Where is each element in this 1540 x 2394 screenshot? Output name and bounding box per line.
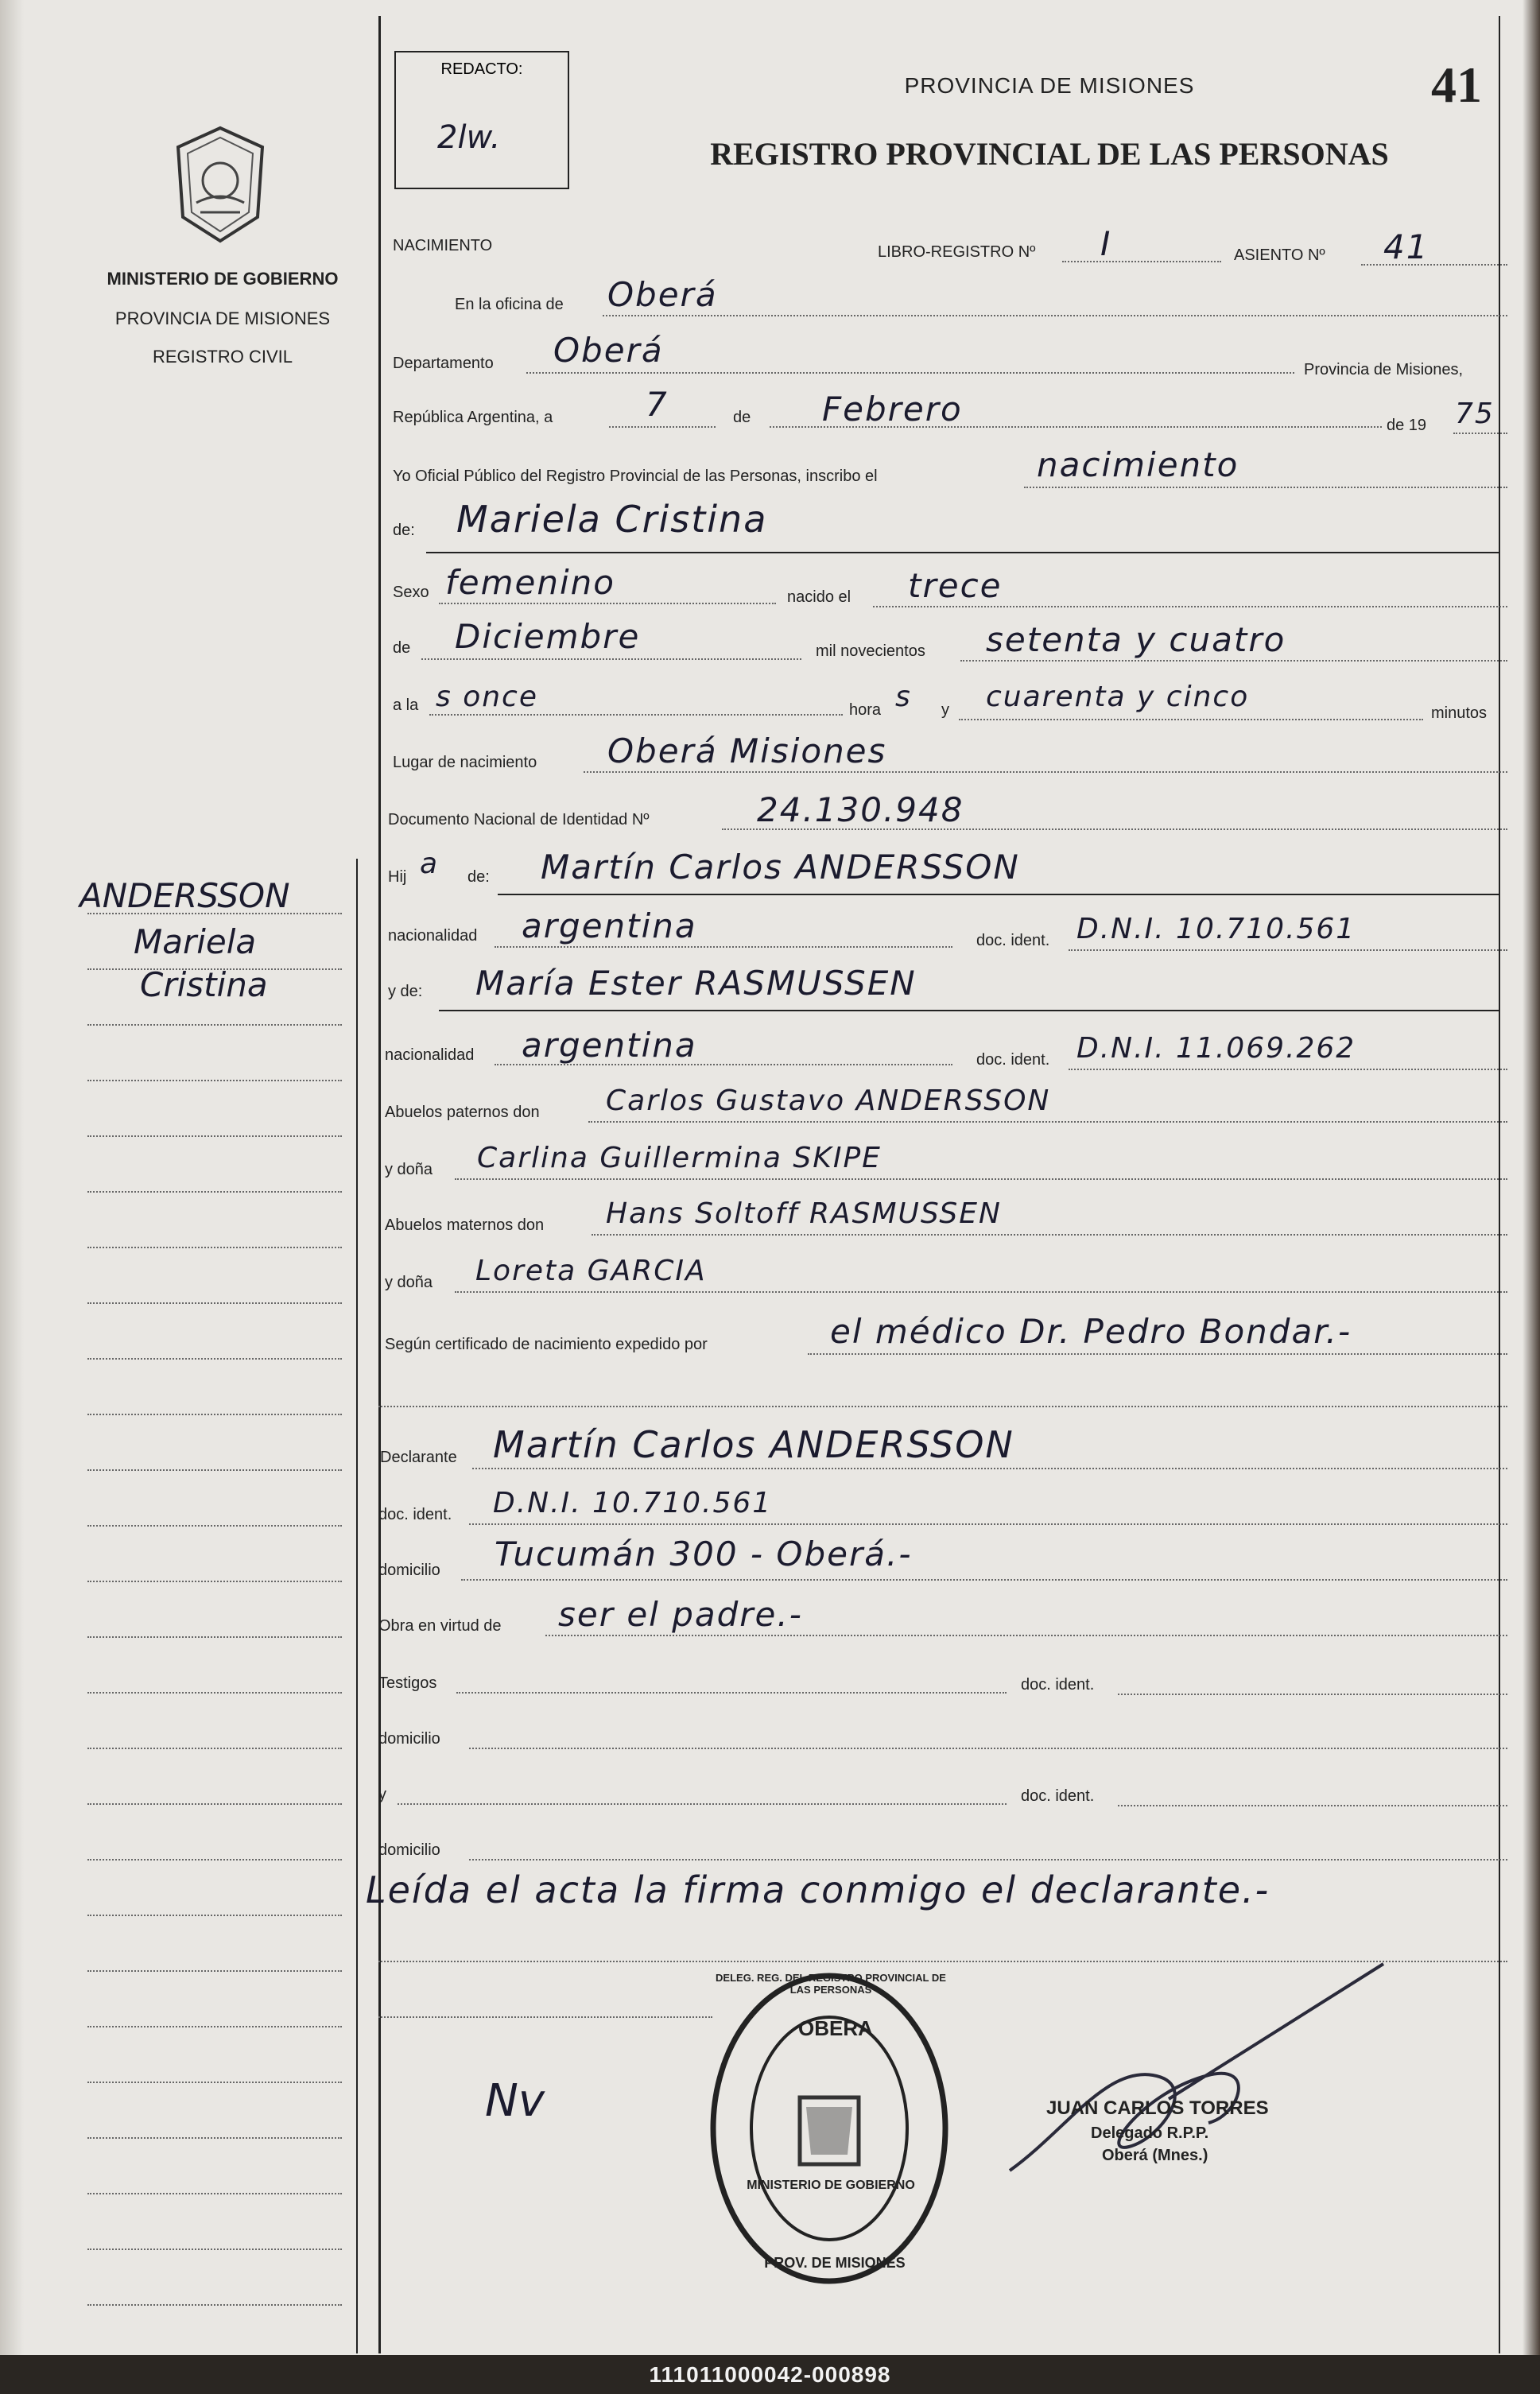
- province-seal-icon: [169, 123, 272, 246]
- margin-ruled-line: [87, 1859, 342, 1860]
- minutos-label: minutos: [1431, 704, 1488, 722]
- hora-label: hora: [849, 701, 882, 719]
- domicilio-label: domicilio: [378, 1562, 440, 1579]
- testigo2-doc-line: [1118, 1805, 1507, 1806]
- inscribo-line: [1024, 487, 1507, 488]
- departamento-label: Departamento: [393, 355, 494, 372]
- official-name: JUAN CARLOS TORRES: [1046, 2097, 1269, 2119]
- header-registry: REGISTRO PROVINCIAL DE LAS PERSONAS: [710, 136, 1389, 172]
- testigo2-line: [398, 1803, 1007, 1805]
- abuelo-mat-value: Hans Soltoff RASMUSSEN: [606, 1197, 1002, 1230]
- abuela-mat-value: Loreta GARCIA: [475, 1255, 707, 1287]
- margin-ruled-line: [87, 1469, 342, 1471]
- margin-ruled-line: [87, 1080, 342, 1081]
- margin-ruled-line: [87, 968, 342, 970]
- blank-line-2: [378, 2016, 712, 2018]
- padre-line: [498, 894, 1499, 895]
- mes-nac-value: Diciembre: [455, 617, 641, 656]
- margin-signature: Nv: [485, 2075, 545, 2127]
- asiento-value: 41: [1383, 227, 1429, 266]
- nombre-line: [426, 552, 1499, 553]
- milnov-label: mil novecientos: [816, 642, 925, 660]
- hij-suffix: a: [420, 848, 440, 880]
- inscribo-value: nacimiento: [1037, 445, 1239, 484]
- dni-label: Documento Nacional de Identidad Nº: [388, 811, 650, 828]
- abuelo-pat-value: Carlos Gustavo ANDERSSON: [606, 1084, 1051, 1117]
- decl-doc-value: D.N.I. 10.710.561: [493, 1487, 773, 1519]
- margin-ruled-line: [87, 2082, 342, 2083]
- margin-ruled-line: [87, 1970, 342, 1972]
- provincia-suffix: Provincia de Misiones,: [1304, 361, 1464, 378]
- barcode-footer: 111011000042-000898: [0, 2355, 1540, 2394]
- y-label: y: [941, 701, 949, 719]
- madre-nac-label: nacionalidad: [385, 1046, 475, 1064]
- lugar-label: Lugar de nacimiento: [393, 754, 537, 771]
- margin-ruled-line: [87, 1581, 342, 1582]
- libro-value: I: [1100, 224, 1112, 263]
- minutos-line: [959, 719, 1423, 720]
- abuelos-pat-label: Abuelos paternos don: [385, 1104, 540, 1121]
- margin-ruled-line: [87, 1024, 342, 1026]
- madre-nac-value: argentina: [522, 1026, 697, 1065]
- ministry-label: MINISTERIO DE GOBIERNO: [107, 269, 339, 289]
- anio-value: 75: [1455, 398, 1495, 430]
- abuela-pat-line: [455, 1178, 1507, 1180]
- madre-doc-label: doc. ident.: [976, 1051, 1050, 1069]
- domicilio-line: [461, 1579, 1507, 1581]
- padre-value: Martín Carlos ANDERSSON: [541, 848, 1020, 887]
- departamento-line: [526, 372, 1294, 374]
- stamp-obera: OBERA: [798, 2016, 873, 2040]
- declarante-value: Martín Carlos ANDERSSON: [493, 1423, 1014, 1466]
- test-domicilio-line: [469, 1748, 1507, 1749]
- ala-line: [429, 714, 843, 716]
- yde-label: y de:: [388, 983, 423, 1000]
- anio-nac-value: setenta y cuatro: [986, 620, 1286, 659]
- margin-ruled-line: [87, 1302, 342, 1304]
- test2-domicilio-label: domicilio: [378, 1841, 440, 1859]
- nombre-value: Mariela Cristina: [456, 498, 768, 541]
- left-province-label: PROVINCIA DE MISIONES: [114, 308, 331, 328]
- nacido-line: [873, 606, 1507, 607]
- anio-label: de 19: [1387, 417, 1427, 434]
- oficina-label: En la oficina de: [455, 296, 564, 313]
- abuelo-mat-line: [592, 1234, 1507, 1236]
- margin-ruled-line: [87, 1748, 342, 1749]
- declarante-label: Declarante: [380, 1449, 457, 1466]
- madre-value: María Ester RASMUSSEN: [475, 964, 917, 1003]
- page-edge: [1523, 0, 1540, 2355]
- stamp-ring-text: DELEG. REG. DEL REGISTRO PROVINCIAL DE LAS PERSONAS: [716, 1972, 946, 1996]
- margin-ruled-line: [87, 1191, 342, 1193]
- libro-label: LIBRO-REGISTRO Nº: [878, 243, 1036, 261]
- ydona-mat-label: y doña: [385, 1274, 433, 1291]
- padre-nac-label: nacionalidad: [388, 927, 478, 945]
- decl-doc-label: doc. ident.: [378, 1506, 452, 1523]
- margin-ruled-line: [87, 1358, 342, 1360]
- oficina-value: Oberá: [607, 275, 718, 314]
- margin-ruled-line: [87, 2137, 342, 2139]
- oficina-line: [603, 315, 1507, 316]
- y2-label: y: [378, 1786, 386, 1803]
- sexo-label: Sexo: [393, 584, 429, 601]
- obra-label: Obra en virtud de: [378, 1617, 502, 1635]
- ala-value: s once: [436, 681, 538, 713]
- margin-ruled-line: [87, 1247, 342, 1248]
- registro-civil-label: REGISTRO CIVIL: [152, 347, 293, 367]
- testigos-line: [456, 1692, 1007, 1694]
- oficial-label: Yo Oficial Público del Registro Provincial de las Personas, inscribo el: [393, 468, 878, 485]
- padre-doc-line: [1069, 949, 1507, 951]
- abuelos-mat-label: Abuelos maternos don: [385, 1216, 545, 1234]
- abuela-mat-line: [455, 1291, 1507, 1293]
- dia-value: 7: [646, 385, 669, 424]
- margin-first-name: Mariela: [134, 922, 257, 961]
- margin-ruled-line: [87, 1135, 342, 1137]
- sexo-line: [439, 603, 776, 604]
- asiento-label: ASIENTO Nº: [1234, 246, 1325, 264]
- test2-domicilio-line: [469, 1859, 1507, 1860]
- padre-nac-line: [495, 946, 952, 948]
- margin-rule-inner: [356, 859, 358, 2353]
- declarante-line: [472, 1468, 1507, 1469]
- de3-label: de: [393, 639, 411, 657]
- margin-ruled-line: [87, 2026, 342, 2027]
- testigos-doc-label: doc. ident.: [1021, 1676, 1095, 1694]
- stamp-ministry: MINISTERIO DE GOBIERNO: [747, 2179, 915, 2192]
- madre-line: [439, 1010, 1499, 1011]
- lugar-value: Oberá Misiones: [607, 731, 887, 770]
- lugar-line: [584, 771, 1507, 773]
- certificado-label: Según certificado de nacimiento expedido por: [385, 1336, 708, 1353]
- abuelo-pat-line: [588, 1121, 1507, 1123]
- certificado-line: [808, 1353, 1507, 1355]
- anio-line: [1453, 433, 1507, 434]
- minutos-value: cuarenta y cinco: [986, 681, 1250, 713]
- margin-ruled-line: [87, 1803, 342, 1805]
- margin-ruled-line: [87, 2248, 342, 2250]
- official-title: Delegado R.P.P.: [1091, 2124, 1209, 2142]
- margin-ruled-line: [87, 1525, 342, 1527]
- margin-ruled-line: [87, 1692, 342, 1694]
- decl-doc-line: [469, 1523, 1507, 1525]
- padre-doc-value: D.N.I. 10.710.561: [1076, 913, 1356, 945]
- margin-rule-outer: [378, 16, 381, 2353]
- redacto-initials: 2lw.: [437, 119, 501, 156]
- obra-value: ser el padre.-: [558, 1595, 803, 1634]
- margin-second-name: Cristina: [140, 965, 268, 1004]
- redacto-label: REDACTO:: [440, 60, 523, 78]
- padre-nac-value: argentina: [522, 906, 697, 945]
- madre-doc-line: [1069, 1069, 1507, 1070]
- departamento-value: Oberá: [553, 331, 664, 370]
- margin-ruled-line: [87, 913, 342, 914]
- official-place: Oberá (Mnes.): [1102, 2147, 1208, 2164]
- testigo2-doc-label: doc. ident.: [1021, 1787, 1095, 1805]
- margin-surname: ANDERSSON: [80, 876, 290, 915]
- margin-ruled-line: [87, 2193, 342, 2194]
- de-label: de: [733, 409, 751, 426]
- mes-nac-line: [421, 658, 801, 660]
- nacido-value: trece: [908, 566, 1003, 605]
- redacto-box: [394, 51, 569, 189]
- nacimiento-label: NACIMIENTO: [393, 237, 493, 254]
- obra-line: [545, 1635, 1507, 1636]
- test-domicilio-label: domicilio: [378, 1730, 440, 1748]
- abuela-pat-value: Carlina Guillermina SKIPE: [477, 1142, 882, 1174]
- margin-ruled-line: [87, 2304, 342, 2306]
- certificado-line-2: [378, 1406, 1507, 1407]
- certificado-value: el médico Dr. Pedro Bondar.-: [830, 1312, 1352, 1351]
- domicilio-value: Tucumán 300 - Oberá.-: [495, 1535, 913, 1573]
- nombre-de-label: de:: [393, 522, 415, 539]
- margin-ruled-line: [87, 1636, 342, 1638]
- margin-ruled-line: [87, 1915, 342, 1916]
- margin-ruled-line: [87, 1414, 342, 1415]
- padre-doc-label: doc. ident.: [976, 932, 1050, 949]
- mes-value: Febrero: [822, 390, 963, 429]
- nacido-label: nacido el: [787, 588, 851, 606]
- dia-line: [609, 426, 716, 428]
- libro-line: [1062, 261, 1221, 262]
- testigos-label: Testigos: [378, 1674, 437, 1692]
- hij-de-label: de:: [467, 868, 490, 886]
- stamp-province: PROV. DE MISIONES: [764, 2255, 906, 2271]
- anio-nac-line: [960, 660, 1507, 662]
- madre-doc-value: D.N.I. 11.069.262: [1076, 1032, 1356, 1065]
- hora-value: s: [895, 681, 912, 713]
- ydona-pat-label: y doña: [385, 1161, 433, 1178]
- dni-value: 24.130.948: [757, 790, 964, 829]
- hij-label: Hij: [388, 868, 407, 886]
- page-number: 41: [1431, 56, 1482, 113]
- ala-label: a la: [393, 696, 419, 714]
- sexo-value: femenino: [445, 563, 615, 602]
- testigos-doc-line: [1118, 1694, 1507, 1695]
- header-province: PROVINCIA DE MISIONES: [904, 73, 1195, 98]
- leida-text: Leída el acta la firma conmigo el declarante.-: [366, 1868, 1270, 1911]
- republica-label: República Argentina, a: [393, 409, 553, 426]
- official-signature: [1002, 1948, 1399, 2179]
- right-rule: [1499, 16, 1500, 2353]
